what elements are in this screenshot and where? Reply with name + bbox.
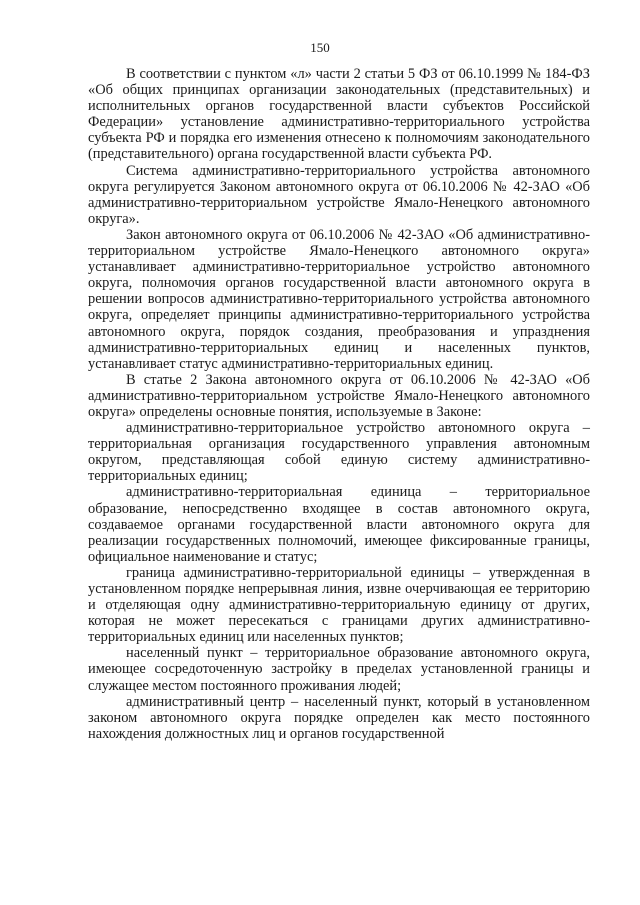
paragraph-definitions-intro: В статье 2 Закона автономного округа от 06.10.2006 № 42-ЗАО «Об административно-территориальном устройстве Ямало-Ненецкого автономного округа» определены основные понятия, используемые в Законе: bbox=[88, 371, 590, 420]
page-number: 150 bbox=[310, 40, 330, 55]
paragraph-law-scope: Закон автономного округа от 06.10.2006 № 42-ЗАО «Об административно-территориальном устройстве Ямало-Ненецкого автономного округа» устанавливает административно-территориальное устройство автономного округа, полномочия органов государственной власти автономного округа в решении вопросов административно-территориального устройства автономного округа, определяет принципы административно-территориального устройства автономного округа, порядок создания, преобразования и упразднения административно-территориальных единиц и населенных пунктов, устанавливает статус административно-территориальных единиц. bbox=[88, 226, 590, 372]
definition-unit-boundary: граница административно-территориальной единицы – утвержденная в установленном порядке непрерывная линия, извне очерчивающая ее территорию и отделяющая одну административно-территориальную единицу от других, которая не может пересекаться с границами других административно-территориальных единиц или населенных пунктов; bbox=[88, 564, 590, 646]
paragraph-regulating-law: Система административно-территориального устройства автономного округа регулируется Законом автономного округа от 06.10.2006 № 42-ЗАО «Об административно-территориальном устройстве Ямало-Ненецкого автономного округа». bbox=[88, 162, 590, 227]
body-text bbox=[88, 66, 590, 742]
definition-territorial-unit: административно-территориальная единица – территориальное образование, непосредственно входящее в состав автономного округа, создаваемое органами государственной власти автономного округа для реализации государственных полномочий, имеющее фиксированные границы, официальное наименование и статус; bbox=[88, 484, 590, 565]
definition-settlement: населенный пункт – территориальное образование автономного округа, имеющее сосредоточенную застройку в пределах установленной границы и служащее местом постоянного проживания людей; bbox=[88, 645, 590, 694]
definition-territorial-structure: административно-территориальное устройство автономного округа – территориальная организация государственного управления автономным округом, представляющая собой единую систему административно-территориальных единиц; bbox=[88, 420, 590, 485]
definition-administrative-center: административный центр – населенный пункт, который в установленном законом автономного округа порядке определен как место постоянного нахождения должностных лиц и органов государственной bbox=[88, 693, 590, 742]
paragraph-legal-basis: В соответствии с пунктом «л» части 2 статьи 5 ФЗ от 06.10.1999 № 184-ФЗ «Об общих принципах организации законодательных (представительных) и исполнительных органов государственной власти субъектов Российской Федерации» установление административно-территориального устройства субъекта РФ и порядка его изменения отнесено к полномочиям законодательного (представительного) органа государственной власти субъекта РФ. bbox=[88, 66, 590, 163]
